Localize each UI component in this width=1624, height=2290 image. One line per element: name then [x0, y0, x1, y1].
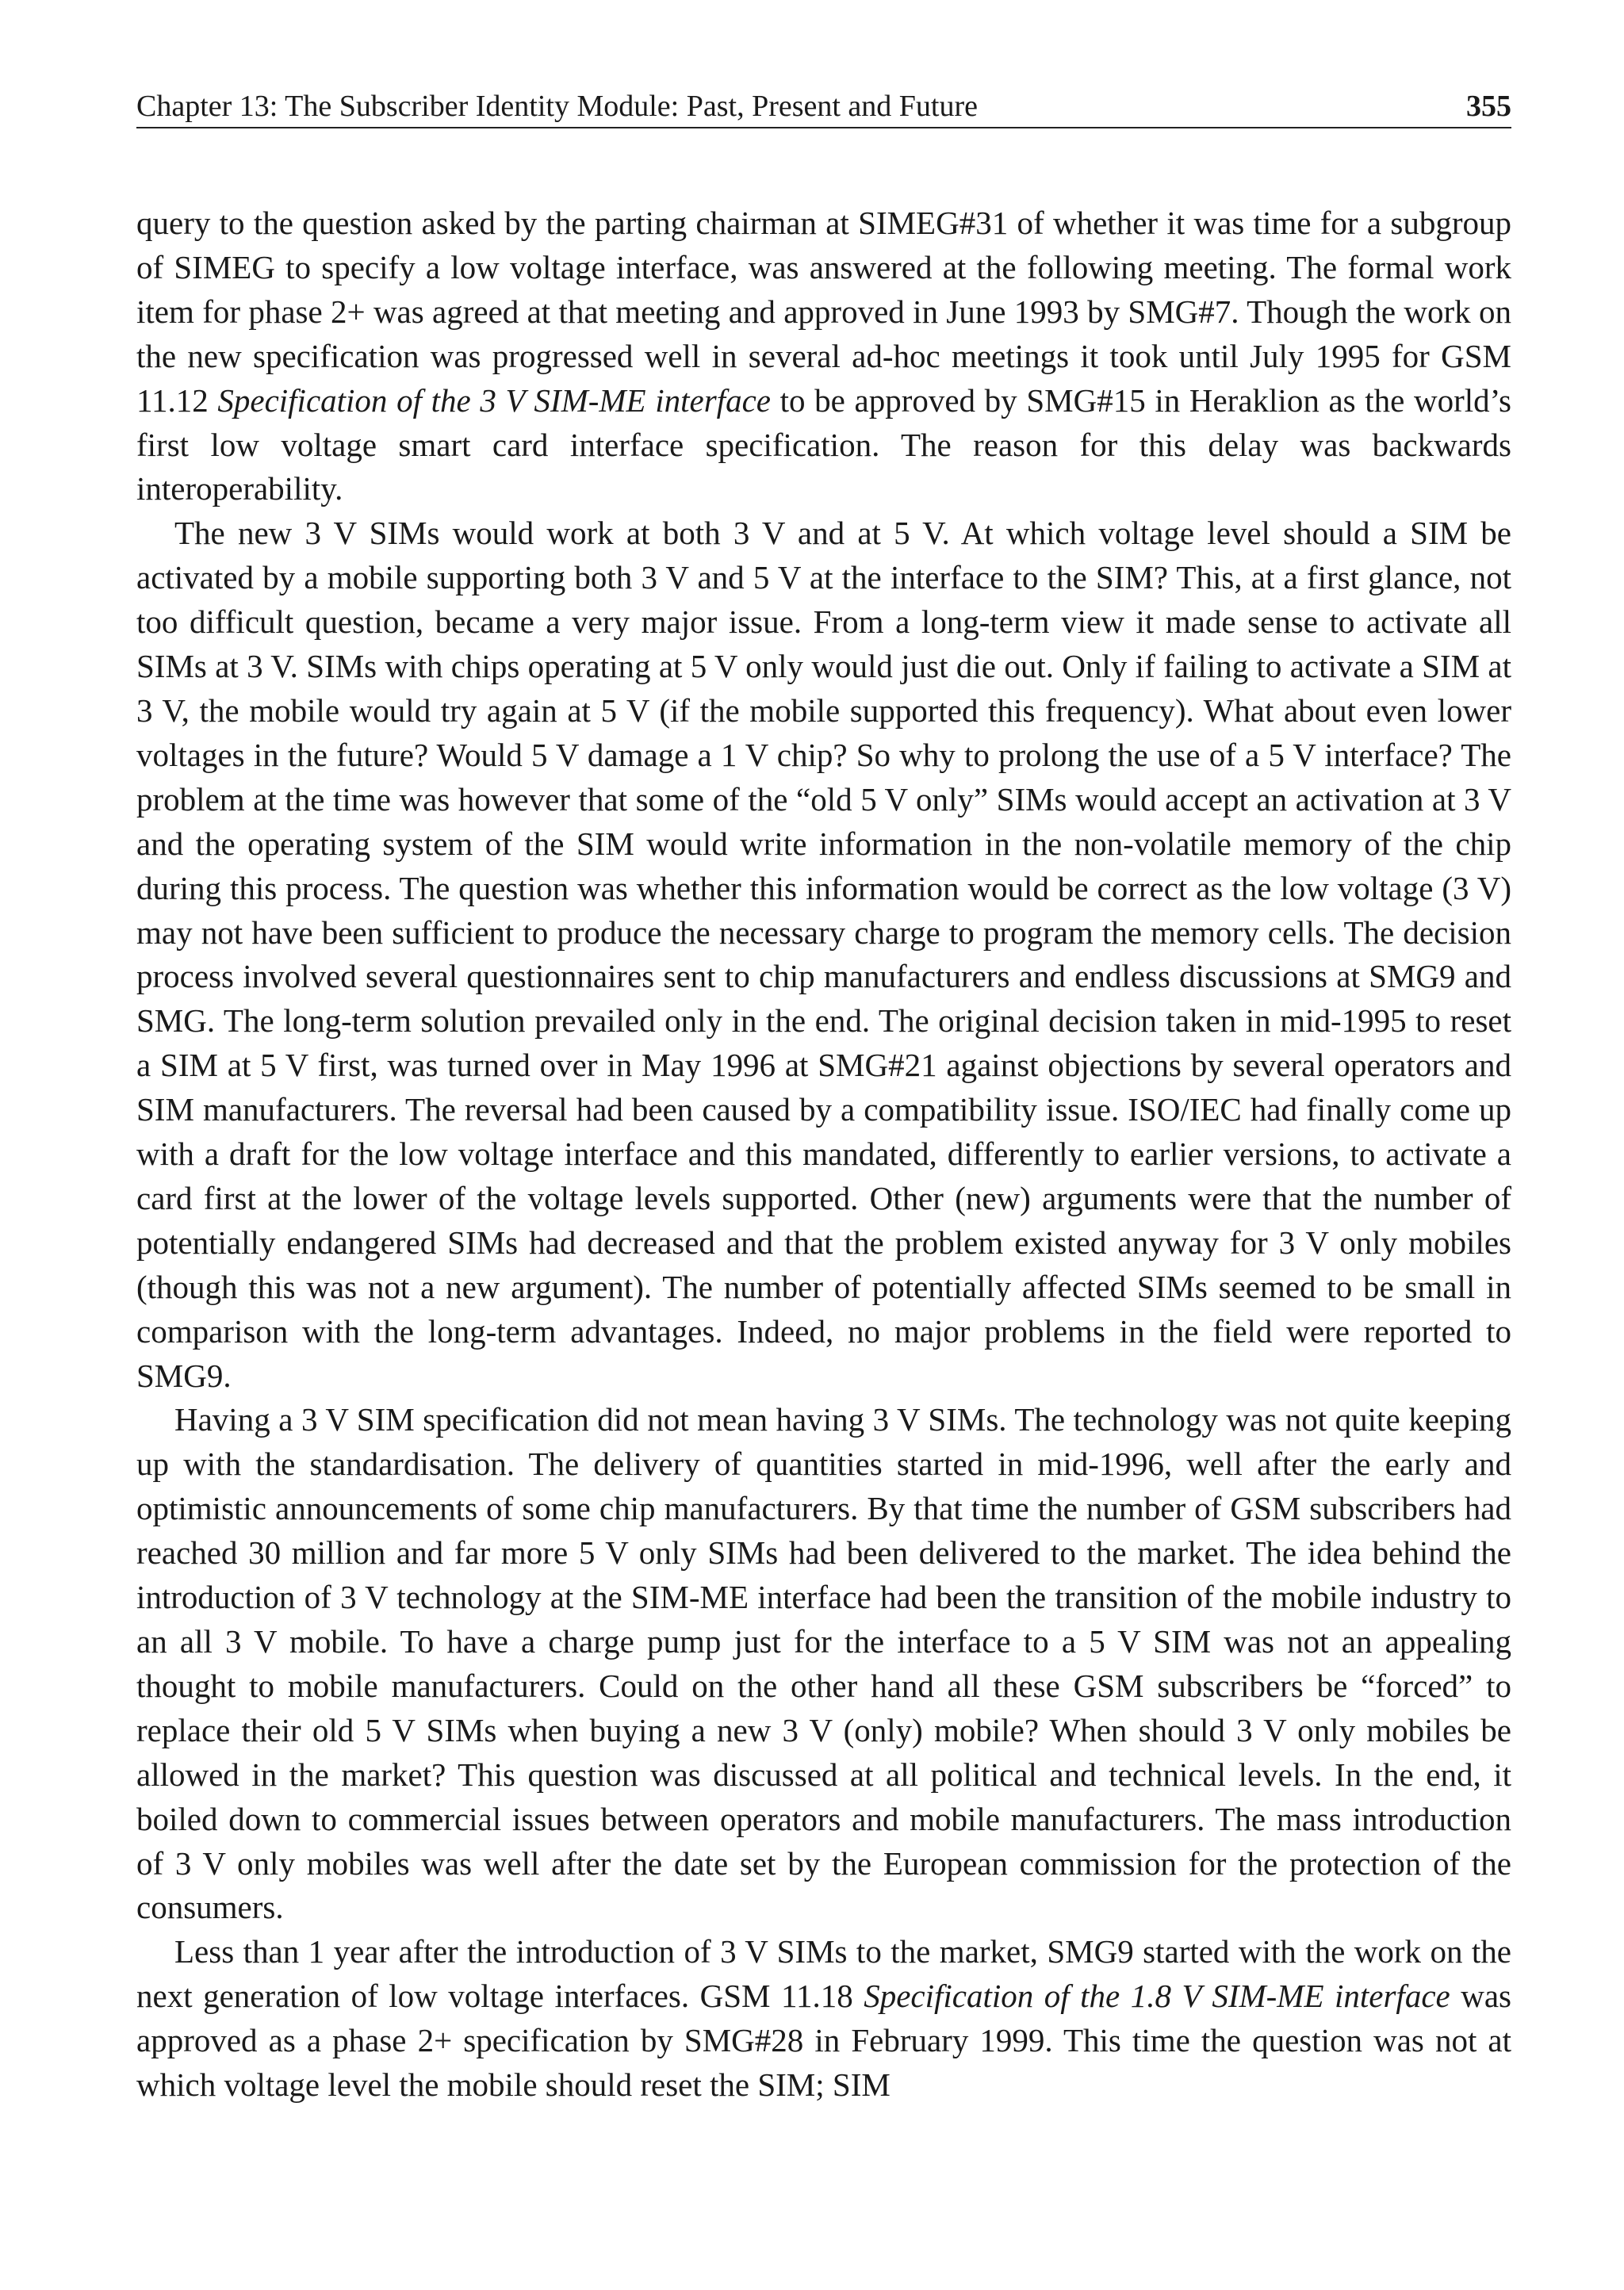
paragraph-4-text-b: was approved as a phase 2+ specification by SMG#28 in February 1999. This time the question was not at which voltage level the mobile should reset the SIM; SIM [136, 1978, 1511, 2104]
paragraph-4-spec-title: Specification of the 1.8 V SIM-ME interface [864, 1978, 1450, 2015]
paragraph-2 [136, 511, 1511, 1398]
paragraph-4-text-a: Less than 1 year after the introduction of 3 V SIMs to the market, SMG9 started with the work on the next generation of low voltage interfaces. GSM 11.18 [136, 1933, 1511, 2015]
paragraph-1 [136, 201, 1511, 511]
paragraph-1-spec-title: Specification of the 3 V SIM-ME interface [217, 381, 771, 419]
page-number: 355 [1466, 90, 1511, 123]
running-header [136, 82, 1511, 128]
body-text [136, 201, 1511, 2108]
chapter-title: Chapter 13: The Subscriber Identity Module: Past, Present and Future [136, 90, 979, 123]
paragraph-3-text: Having a 3 V SIM specification did not mean having 3 V SIMs. The technology was not quite keeping up with the standardisation. The delivery of quantities started in mid-1996, well after the early and optimistic announcements of some chip manufacturers. By that time the number of GSM subscribers had reached 30 million and far more 5 V only SIMs had been delivered to the market. The idea behind the introduction of 3 V technology at the SIM-ME interface had been the transition of the mobile industry to an all 3 V mobile. To have a charge pump just for the interface to a 5 V SIM was not an appealing thought to mobile manufacturers. Could on the other hand all these GSM subscribers be “forced” to replace their old 5 V SIMs when buying a new 3 V (only) mobile? When should 3 V only mobiles be allowed in the market? This question was discussed at all political and technical levels. In the end, it boiled down to commercial issues between operators and mobile manufacturers. The mass introduction of 3 V only mobiles was well after the date set by the European commission for the protection of the consumers. [136, 1401, 1511, 1926]
paragraph-3 [136, 1398, 1511, 1930]
paragraph-2-text: The new 3 V SIMs would work at both 3 V and at 5 V. At which voltage level should a SIM be activated by a mobile supporting both 3 V and 5 V at the interface to the SIM? This, at a first glance, not too difficult question, became a very major issue. From a long-term view it made sense to activate all SIMs at 3 V. SIMs with chips operating at 5 V only would just die out. Only if failing to activate a SIM at 3 V, the mobile would try again at 5 V (if the mobile supported this frequency). What about even lower voltages in the future? Would 5 V damage a 1 V chip? So why to prolong the use of a 5 V interface? The problem at the time was however that some of the “old 5 V only” SIMs would accept an activation at 3 V and the operating system of the SIM would write information in the non-volatile memory of the chip during this process. The question was whether this information would be correct as the low voltage (3 V) may not have been sufficient to produce the necessary charge to program the memory cells. The decision process involved several questionnaires sent to chip manufacturers and endless discussions at SMG9 and SMG. The long-term solution prevailed only in the end. The original decision taken in mid-1995 to reset a SIM at 5 V first, was turned over in May 1996 at SMG#21 against objections by several operators and SIM manufacturers. The reversal had been caused by a compatibility issue. ISO/IEC had finally come up with a draft for the low voltage interface and this mandated, differently to earlier versions, to activate a card first at the lower of the voltage levels supported. Other (new) arguments were that the number of potentially endangered SIMs had decreased and that the problem existed anyway for 3 V only mobiles (though this was not a new argument). The number of potentially affected SIMs seemed to be small in comparison with the long-term advantages. Indeed, no major problems in the field were reported to SMG9. [136, 515, 1511, 1394]
paragraph-1-text-a: query to the question asked by the parting chairman at SIMEG#31 of whether it was time for a subgroup of SIMEG to specify a low voltage interface, was answered at the following meeting. The formal work item for phase 2+ was agreed at that meeting and approved in June 1993 by SMG#7. Though the work on the new specification was progressed well in several ad-hoc meetings it took until July 1995 for GSM 11.12 [136, 205, 1511, 419]
paragraph-4 [136, 1930, 1511, 2108]
paragraph-1-text-b: to be approved by SMG#15 in Heraklion as the world’s first low voltage smart card interface specification. The reason for this delay was backwards interoperability. [136, 381, 1511, 507]
